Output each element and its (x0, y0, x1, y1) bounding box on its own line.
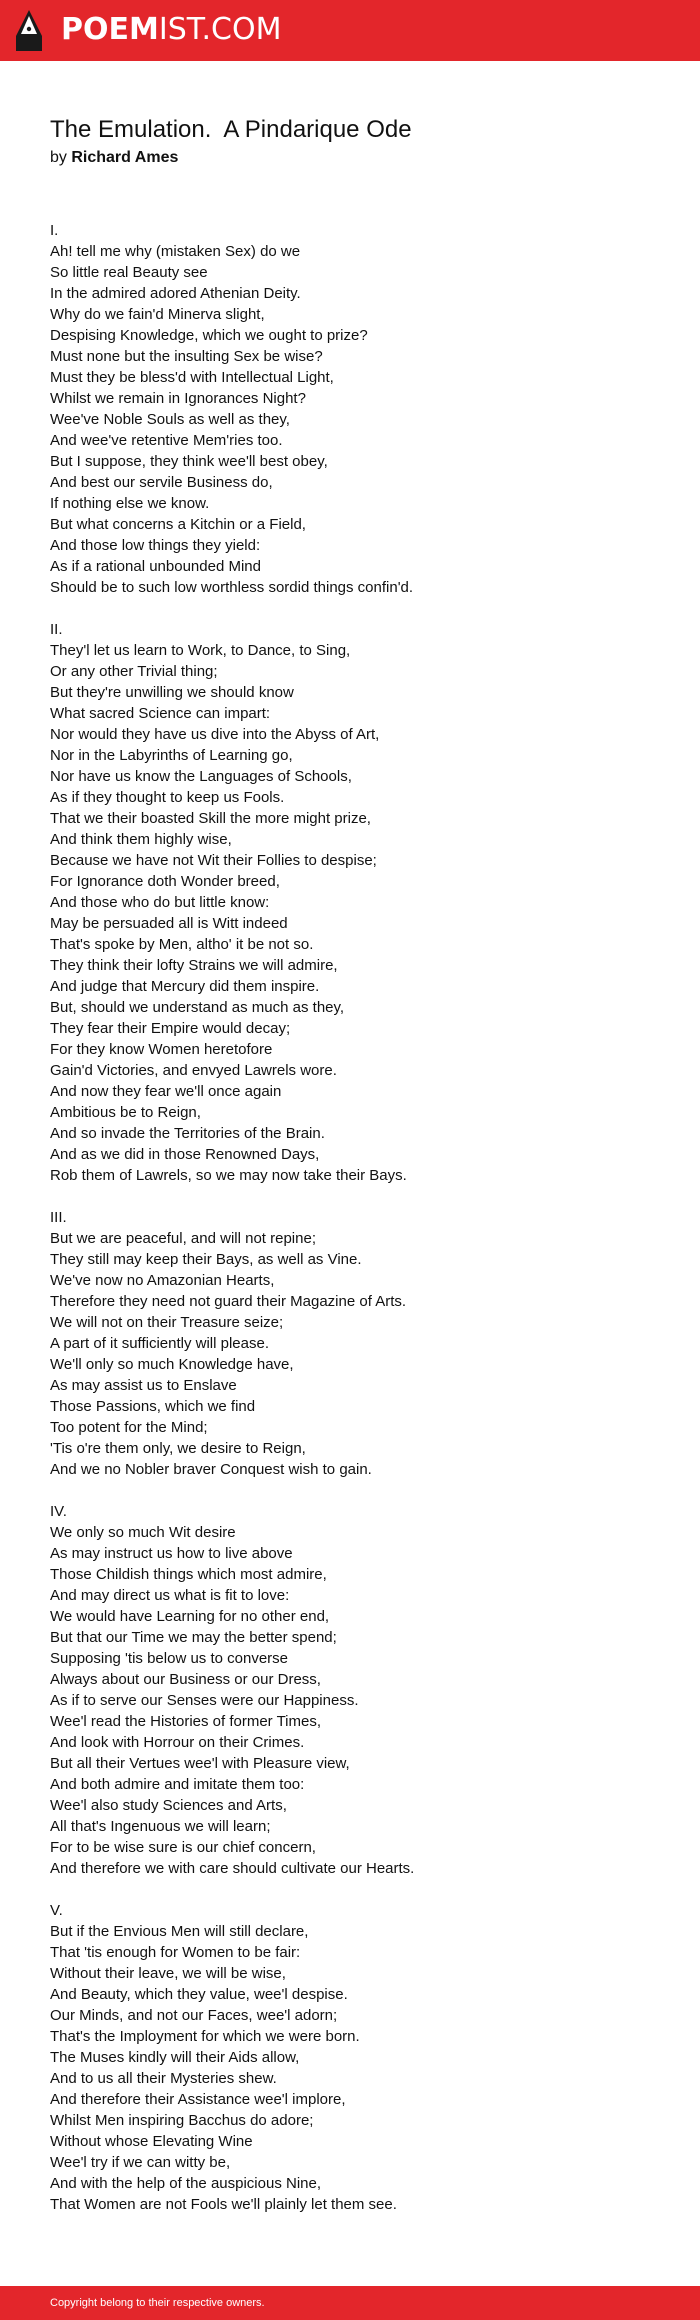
poem-line: Always about our Business or our Dress, (50, 1671, 321, 1688)
poem-line: And think them highly wise, (50, 831, 232, 848)
poem-line: That 'tis enough for Women to be fair: (50, 1944, 301, 1961)
poem-line: Must none but the insulting Sex be wise? (50, 348, 323, 365)
poem-line: And therefore their Assistance wee'l implore, (50, 2091, 346, 2108)
poem-line: A part of it sufficiently will please. (50, 1335, 269, 1352)
poem-body (50, 220, 650, 2236)
poem-line: Without their leave, we will be wise, (50, 1965, 286, 1982)
poem-line: We would have Learning for no other end, (50, 1608, 330, 1625)
poem-line: That's spoke by Men, altho' it be not so. (50, 936, 314, 953)
poem-line: The Muses kindly will their Aids allow, (50, 2049, 300, 2066)
poem-line: Supposing 'tis below us to converse (50, 1650, 289, 1667)
poem-line: Wee'l read the Histories of former Times, (50, 1713, 322, 1730)
poem-stanza (50, 220, 650, 598)
poem-line: In the admired adored Athenian Deity. (50, 285, 301, 302)
poem-line: That Women are not Fools we'll plainly let them see. (50, 2196, 397, 2213)
poem-line: We will not on their Treasure seize; (50, 1314, 284, 1331)
poem-line: And as we did in those Renowned Days, (50, 1146, 320, 1163)
poem-line: And those low things they yield: (50, 537, 261, 554)
poem-line: Despising Knowledge, which we ought to prize? (50, 327, 368, 344)
poem-line: And therefore we with care should cultivate our Hearts. (50, 1860, 415, 1877)
poem-line: And wee've retentive Mem'ries too. (50, 432, 283, 449)
stanza-number: II. (50, 621, 63, 638)
poem-line: That we their boasted Skill the more might prize, (50, 810, 371, 827)
poem-line: That's the Imployment for which we were born. (50, 2028, 360, 2045)
poem-line: As if they thought to keep us Fools. (50, 789, 285, 806)
poem-line: So little real Beauty see (50, 264, 208, 281)
poem-line: And to us all their Mysteries shew. (50, 2070, 277, 2087)
site-header (0, 0, 700, 61)
poem-line: Whilst Men inspiring Bacchus do adore; (50, 2112, 314, 2129)
poem-line: And may direct us what is fit to love: (50, 1587, 290, 1604)
poem-line: Must they be bless'd with Intellectual Light, (50, 369, 334, 386)
poem-line: But we are peaceful, and will not repine; (50, 1230, 316, 1247)
poem-line: And judge that Mercury did them inspire. (50, 978, 320, 995)
poem-stanza (50, 1501, 650, 1879)
poem-line: Rob them of Lawrels, so we may now take their Bays. (50, 1167, 407, 1184)
poem-line: May be persuaded all is Witt indeed (50, 915, 288, 932)
poem-line: But I suppose, they think wee'll best obey, (50, 453, 328, 470)
poem-line: For they know Women heretofore (50, 1041, 273, 1058)
poem-line: They still may keep their Bays, as well as Vine. (50, 1251, 362, 1268)
poem-line: We'll only so much Knowledge have, (50, 1356, 294, 1373)
poem-line: Nor in the Labyrinths of Learning go, (50, 747, 293, 764)
poem-line: We've now no Amazonian Hearts, (50, 1272, 275, 1289)
poem-line: And Beauty, which they value, wee'l despise. (50, 1986, 348, 2003)
poem-line: As if to serve our Senses were our Happiness. (50, 1692, 359, 1709)
poem-line: If nothing else we know. (50, 495, 210, 512)
logo-text-bold: POEM (61, 12, 159, 47)
poem-line: Or any other Trivial thing; (50, 663, 218, 680)
poem-line: Nor would they have us dive into the Abyss of Art, (50, 726, 380, 743)
stanza-number: III. (50, 1209, 67, 1226)
poem-line: Ambitious be to Reign, (50, 1104, 201, 1121)
poem-line: But, should we understand as much as they, (50, 999, 345, 1016)
poem-line: Gain'd Victories, and envyed Lawrels wore. (50, 1062, 337, 1079)
poem-line: Wee'l try if we can witty be, (50, 2154, 231, 2171)
poem-line: What sacred Science can impart: (50, 705, 271, 722)
poem-line: Why do we fain'd Minerva slight, (50, 306, 265, 323)
poem-line: And with the help of the auspicious Nine, (50, 2175, 322, 2192)
poem-line: Too potent for the Mind; (50, 1419, 208, 1436)
poem-line: And those who do but little know: (50, 894, 270, 911)
poem-line: But they're unwilling we should know (50, 684, 294, 701)
stanza-number: I. (50, 222, 59, 239)
poem-line: For to be wise sure is our chief concern, (50, 1839, 316, 1856)
poem-line: Therefore they need not guard their Magazine of Arts. (50, 1293, 407, 1310)
poem-stanza (50, 1207, 650, 1480)
poem-line: Those Passions, which we find (50, 1398, 256, 1415)
stanza-number: V. (50, 1902, 63, 1919)
poem-line: But if the Envious Men will still declare, (50, 1923, 309, 1940)
poem-line: As if a rational unbounded Mind (50, 558, 261, 575)
byline (50, 147, 178, 169)
poem-line: And so invade the Territories of the Brain. (50, 1125, 325, 1142)
poem-line: But what concerns a Kitchin or a Field, (50, 516, 306, 533)
poem-line: Those Childish things which most admire, (50, 1566, 327, 1583)
poem-line: Whilst we remain in Ignorances Night? (50, 390, 306, 407)
copyright-notice: Copyright belong to their respective owners. (50, 2297, 265, 2309)
poem-line: But that our Time we may the better spend; (50, 1629, 337, 1646)
poem-line: 'Tis o're them only, we desire to Reign, (50, 1440, 306, 1457)
poem-line: And best our servile Business do, (50, 474, 273, 491)
poem-line: Should be to such low worthless sordid things confin'd. (50, 579, 414, 596)
poem-line: We only so much Wit desire (50, 1524, 236, 1541)
poem-line: Ah! tell me why (mistaken Sex) do we (50, 243, 301, 260)
site-footer (0, 2286, 700, 2320)
poem-line: And look with Horrour on their Crimes. (50, 1734, 305, 1751)
poem-line: And we no Nobler braver Conquest wish to gain. (50, 1461, 372, 1478)
poem-line: But all their Vertues wee'l with Pleasure view, (50, 1755, 350, 1772)
pen-nib-logo-icon[interactable] (16, 10, 42, 51)
site-logo[interactable] (61, 12, 281, 48)
author-name[interactable]: Richard Ames (71, 149, 179, 166)
stanza-number: IV. (50, 1503, 67, 1520)
poem-line: And both admire and imitate them too: (50, 1776, 305, 1793)
poem-line: As may assist us to Enslave (50, 1377, 237, 1394)
poem-line: Without whose Elevating Wine (50, 2133, 253, 2150)
poem-line: As may instruct us how to live above (50, 1545, 293, 1562)
poem-line: All that's Ingenuous we will learn; (50, 1818, 271, 1835)
poem-line: For Ignorance doth Wonder breed, (50, 873, 280, 890)
poem-line: They think their lofty Strains we will admire, (50, 957, 338, 974)
poem-line: And now they fear we'll once again (50, 1083, 282, 1100)
poem-line: Wee'l also study Sciences and Arts, (50, 1797, 287, 1814)
poem-stanza (50, 1900, 650, 2215)
poem-line: Wee've Noble Souls as well as they, (50, 411, 290, 428)
poem-line: Our Minds, and not our Faces, wee'l adorn; (50, 2007, 338, 2024)
poem-line: Because we have not Wit their Follies to despise; (50, 852, 377, 869)
by-label: by (50, 149, 67, 166)
poem-stanza (50, 619, 650, 1186)
poem-title: The Emulation. A Pindarique Ode (50, 116, 412, 143)
poem-line: They'l let us learn to Work, to Dance, to Sing, (50, 642, 351, 659)
logo-text-light: IST.COM (158, 12, 282, 47)
poem-line: Nor have us know the Languages of Schools, (50, 768, 352, 785)
poem-line: They fear their Empire would decay; (50, 1020, 291, 1037)
